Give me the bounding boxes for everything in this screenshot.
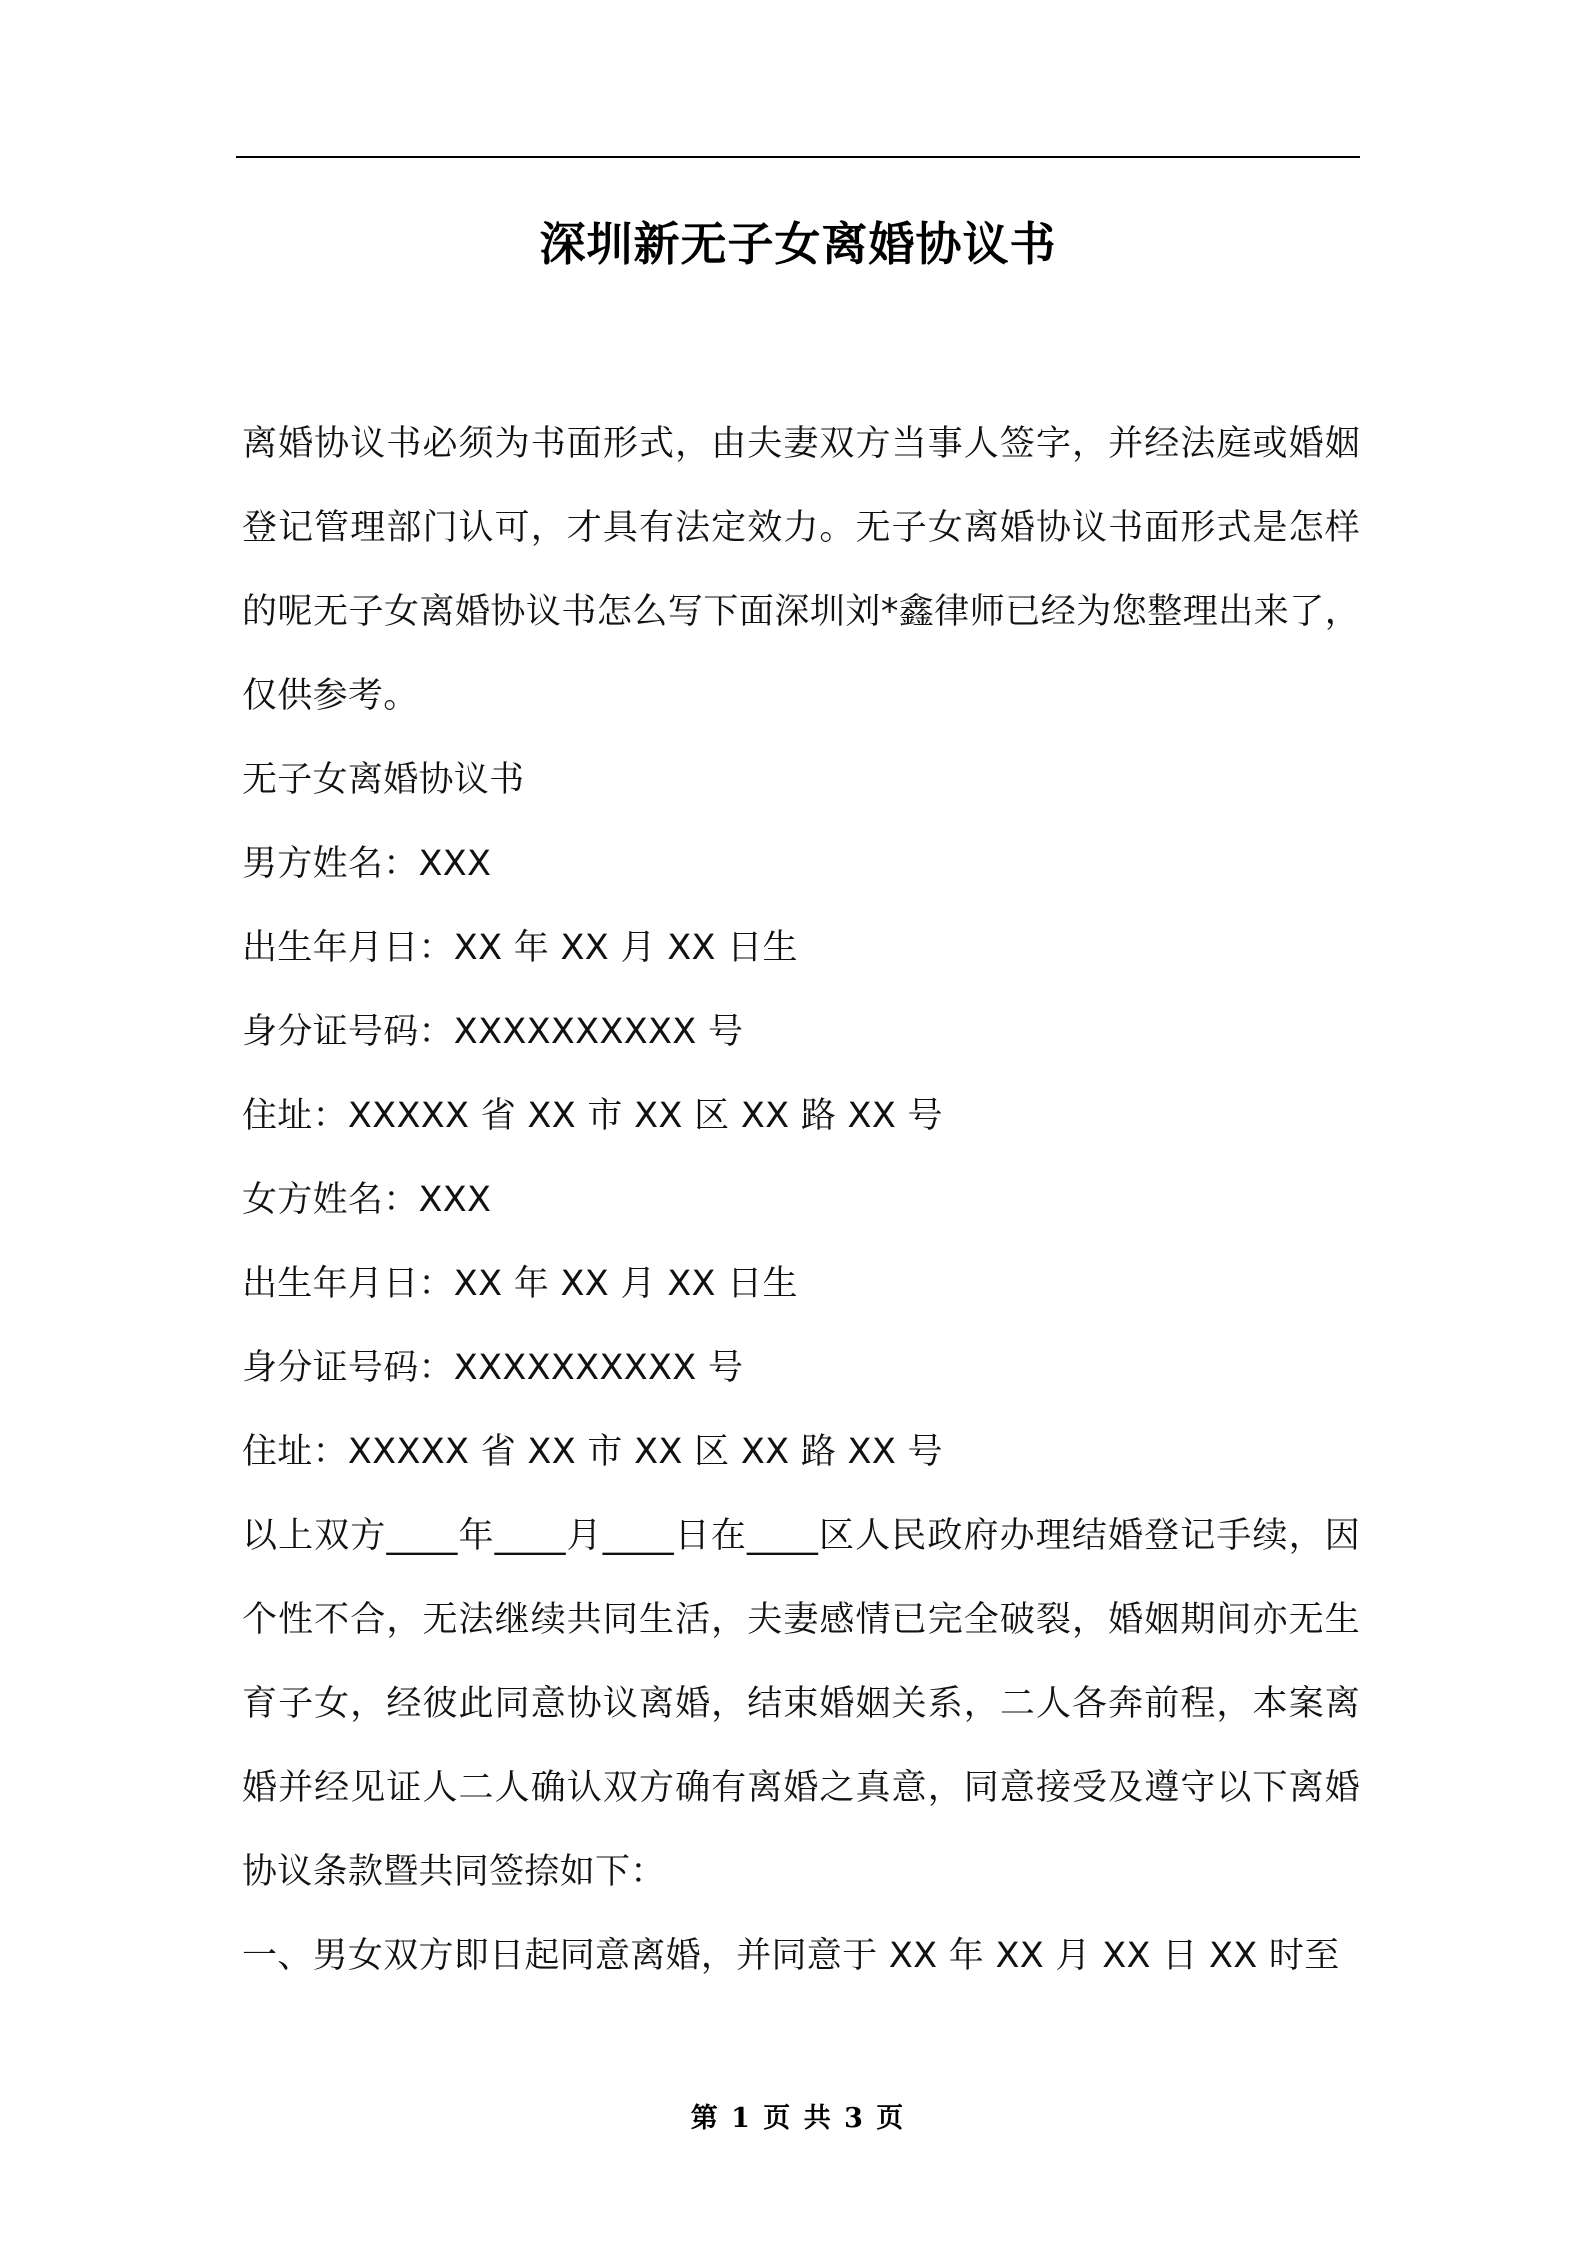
female-birthdate-line: 出生年月日：XX 年 XX 月 XX 日生 <box>242 1264 798 1304</box>
document-body <box>242 738 1360 1998</box>
page-indicator: 第 1 页 共 3 页 <box>690 2103 906 2134</box>
male-id-line: 身分证号码：XXXXXXXXXX 号 <box>242 1012 744 1052</box>
male-birthdate-line: 出生年月日：XX 年 XX 月 XX 日生 <box>242 928 798 968</box>
clause-one: 一、男女双方即日起同意离婚，并同意于 XX 年 XX 月 XX 日 XX 时至 <box>242 1936 1340 1976</box>
male-name-line: 男方姓名：XXX <box>242 844 492 884</box>
female-id-line: 身分证号码：XXXXXXXXXX 号 <box>242 1348 744 1388</box>
female-name-line: 女方姓名：XXX <box>242 1180 492 1220</box>
section-heading: 无子女离婚协议书 <box>242 760 525 800</box>
female-address-line: 住址：XXXXX 省 XX 市 XX 区 XX 路 XX 号 <box>242 1432 943 1472</box>
agreement-paragraph: 以上双方____年____月____日在____区人民政府办理结婚登记手续，因个性不合，无法继续共同生活，夫妻感情已完全破裂，婚姻期间亦无生育子女，经彼此同意协议离婚，结束婚姻关系，二人各奔前程，本案离婚并经见证人二人确认双方确有离婚之真意，同意接受及遵守以下离婚协议条款暨共同签捺如下： <box>242 1516 1360 1892</box>
intro-paragraph: 离婚协议书必须为书面形式，由夫妻双方当事人签字，并经法庭或婚姻登记管理部门认可，才具有法定效力。无子女离婚协议书面形式是怎样的呢无子女离婚协议书怎么写下面深圳刘*鑫律师已经为您整理出来了，仅供参考。 <box>242 424 1360 716</box>
header-rule <box>236 156 1360 158</box>
document-title: 深圳新无子女离婚协议书 <box>539 217 1057 271</box>
male-address-line: 住址：XXXXX 省 XX 市 XX 区 XX 路 XX 号 <box>242 1096 943 1136</box>
